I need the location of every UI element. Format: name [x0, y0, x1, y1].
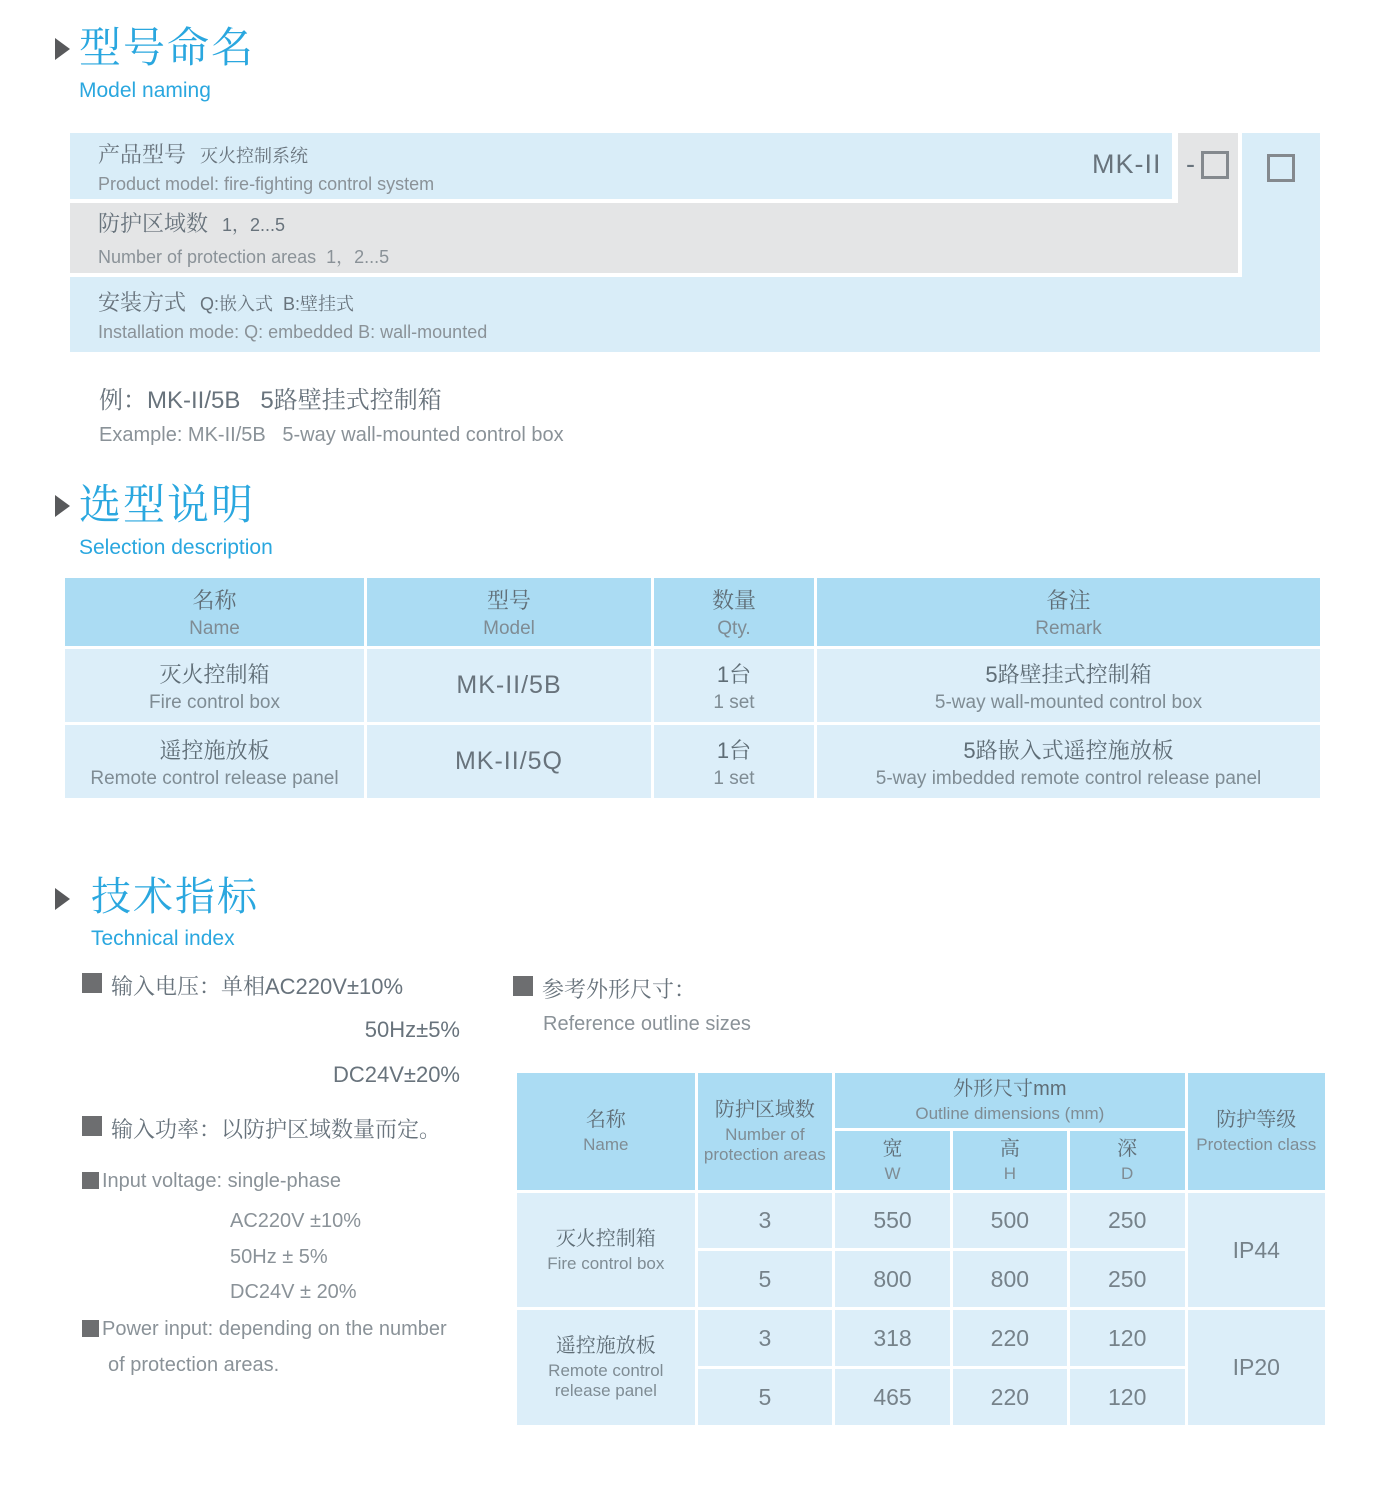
- spec-text: 50Hz ± 5%: [230, 1246, 328, 1268]
- example-en: Example: MK-II/5B 5-way wall-mounted control box: [99, 424, 564, 446]
- model-code-areas-slot: [1186, 149, 1229, 180]
- spec-text: 输入电压：单相AC220V±10%: [111, 974, 404, 999]
- dim-cell-d: [1070, 1369, 1185, 1425]
- cell-zh: 1台: [716, 661, 752, 687]
- header-en: H: [1003, 1164, 1016, 1184]
- cell-zh: 灭火控制箱: [555, 1227, 656, 1250]
- dim-cell-w: [835, 1193, 950, 1248]
- section-technical-header: [55, 877, 259, 951]
- header-en: Remark: [1035, 618, 1102, 639]
- header-en: Outline dimensions (mm): [915, 1104, 1105, 1124]
- cell-en: 5-way wall-mounted control box: [934, 691, 1203, 713]
- cell-value: 5: [758, 1383, 772, 1410]
- table-row-cell-qty: [654, 649, 814, 722]
- dim-cell-h: [953, 1369, 1067, 1425]
- spec-text: Power input: depending on the number: [102, 1318, 447, 1340]
- model-code-mode-slot: [1267, 154, 1295, 182]
- col-header-name: [65, 578, 364, 646]
- bullet-square-icon: [82, 1172, 99, 1189]
- section-title-en: Technical index: [91, 926, 235, 950]
- naming-row-areas: [70, 203, 1238, 273]
- spec-text: of protection areas.: [108, 1354, 280, 1376]
- cell-value: 800: [873, 1265, 912, 1292]
- cell-zh: 5路壁挂式控制箱: [985, 661, 1152, 687]
- section-title-block: [79, 24, 256, 103]
- spec-dc24v-en: [230, 1281, 357, 1304]
- cell-value: 3: [758, 1207, 772, 1233]
- spec-power-input-en2: [108, 1354, 279, 1377]
- section-model-naming-header: [55, 24, 256, 103]
- dim-cell-w: [835, 1310, 950, 1366]
- naming-row-product-model: [70, 133, 1172, 199]
- spec-dc24v-zh: DC24V±20%: [332, 1062, 460, 1087]
- cell-value: 318: [873, 1324, 912, 1351]
- header-en: Protection class: [1196, 1135, 1317, 1155]
- cell-value: 3: [758, 1324, 772, 1351]
- naming-row-zh: 产品型号: [98, 141, 187, 167]
- spec-text: AC220V ±10%: [230, 1210, 362, 1232]
- header-en: Model: [483, 618, 535, 639]
- outline-sizes-label-zh: [513, 973, 696, 1004]
- dim-cell-areas: [698, 1310, 832, 1366]
- cell-value: IP44: [1232, 1236, 1280, 1263]
- section-arrow-icon: [55, 888, 70, 910]
- section-title-block: [79, 877, 259, 951]
- col-header-model: [367, 578, 651, 646]
- dim-header-class: [1188, 1073, 1325, 1190]
- dim-cell-name: [517, 1310, 695, 1425]
- header-en: Name: [189, 618, 240, 639]
- spec-power-input-en: [82, 1318, 447, 1341]
- header-en: W: [884, 1164, 901, 1184]
- bullet-square-icon: [82, 1116, 102, 1136]
- section-title-en: Selection description: [79, 535, 273, 559]
- header-en: Number of protection areas: [703, 1125, 826, 1164]
- dim-cell-areas: [698, 1193, 832, 1248]
- section-title-zh: 技术指标: [91, 875, 259, 919]
- cell-en: Remote control release panel: [90, 767, 339, 789]
- header-en: D: [1121, 1164, 1134, 1184]
- bullet-square-icon: [82, 1320, 99, 1337]
- dim-cell-class: [1188, 1193, 1325, 1307]
- spec-text: Reference outline sizes: [543, 1013, 751, 1035]
- naming-row-en: Number of protection areas 1，2...5: [98, 247, 390, 267]
- bullet-square-icon: [513, 976, 533, 996]
- cell-zh: 灭火控制箱: [159, 661, 270, 687]
- cell-value: 5: [758, 1265, 772, 1292]
- naming-row-note: 1，2...5: [222, 215, 286, 235]
- section-title-en: Model naming: [79, 78, 211, 102]
- dim-cell-d: [1070, 1193, 1185, 1248]
- bullet-square-icon: [82, 973, 102, 993]
- section-title-zh: 选型说明: [79, 481, 256, 528]
- section-arrow-icon: [55, 495, 70, 517]
- outline-sizes-label-en: [543, 1013, 751, 1036]
- cell-value: 120: [1107, 1324, 1147, 1351]
- cell-value: 550: [873, 1207, 912, 1233]
- header-zh: 宽: [882, 1138, 903, 1161]
- cell-en: Remote control release panel: [548, 1361, 664, 1400]
- dim-header-outline: [835, 1073, 1185, 1128]
- cell-value: IP20: [1232, 1354, 1280, 1380]
- cell-model: MK-II/5B: [456, 671, 562, 699]
- naming-example: [99, 380, 564, 447]
- header-zh: 备注: [1046, 588, 1091, 613]
- table-row-cell-model: [367, 725, 651, 798]
- dim-header-name: [517, 1073, 695, 1190]
- dim-cell-class: [1188, 1310, 1325, 1425]
- placeholder-box-icon: [1267, 154, 1295, 182]
- cell-zh: 遥控施放板: [159, 737, 270, 763]
- header-zh: 名称: [192, 588, 237, 613]
- header-zh: 高: [999, 1138, 1020, 1161]
- spec-text: 输入功率：以防护区域数量而定。: [111, 1117, 442, 1142]
- spec-text: Input voltage: single-phase: [102, 1170, 342, 1192]
- placeholder-box-icon: [1201, 151, 1229, 179]
- model-code-prefix: MK-II: [1092, 149, 1162, 179]
- table-row-cell-qty: [654, 725, 814, 798]
- cell-en: 1 set: [713, 691, 755, 713]
- table-row-cell-remark: [817, 649, 1320, 722]
- header-zh: 名称: [585, 1109, 626, 1132]
- naming-row-zh: 安装方式: [98, 290, 187, 315]
- cell-value: 120: [1107, 1383, 1147, 1410]
- cell-value: 250: [1107, 1265, 1147, 1292]
- dim-cell-w: [835, 1369, 950, 1425]
- naming-row-installation: [70, 277, 1320, 352]
- section-title-block: [79, 481, 273, 560]
- table-row-cell-remark: [817, 725, 1320, 798]
- section-title-zh: 型号命名: [79, 24, 256, 71]
- cell-value: 465: [873, 1383, 912, 1410]
- naming-row-note: Q:嵌入式 B:壁挂式: [200, 294, 355, 314]
- cell-en: Fire control box: [547, 1253, 665, 1273]
- header-zh: 深: [1117, 1138, 1138, 1161]
- cell-value: 220: [990, 1324, 1030, 1351]
- cell-value: 220: [990, 1383, 1030, 1410]
- cell-zh: 1台: [716, 737, 752, 763]
- spec-ac220v-en: [230, 1210, 361, 1233]
- dim-cell-w: [835, 1251, 950, 1307]
- dim-header-areas: [698, 1073, 832, 1190]
- dim-cell-h: [953, 1310, 1067, 1366]
- dim-header-height: [953, 1131, 1067, 1190]
- dimensions-table: [517, 1073, 1325, 1425]
- header-en: Name: [583, 1135, 629, 1155]
- dim-cell-name: [517, 1193, 695, 1307]
- section-arrow-icon: [55, 38, 70, 60]
- naming-row-note: 灭火控制系统: [200, 145, 309, 166]
- cell-value: 500: [990, 1207, 1030, 1233]
- cell-value: 250: [1107, 1207, 1147, 1233]
- cell-zh: 遥控施放板: [555, 1335, 656, 1358]
- example-zh: 例：MK-II/5B 5路壁挂式控制箱: [99, 387, 442, 414]
- spec-50hz-zh: 50Hz±5%: [364, 1017, 460, 1042]
- naming-row-en: Installation mode: Q: embedded B: wall-mounted: [98, 322, 488, 342]
- header-zh: 防护等级: [1216, 1109, 1297, 1132]
- dim-cell-d: [1070, 1310, 1185, 1366]
- table-row-cell-model: [367, 649, 651, 722]
- model-code-dash: -: [1186, 149, 1195, 179]
- header-zh: 型号: [486, 588, 531, 613]
- header-zh: 防护区域数: [714, 1099, 815, 1122]
- spec-input-voltage-zh: [82, 970, 403, 1001]
- dim-cell-d: [1070, 1251, 1185, 1307]
- table-row-cell-name: [65, 649, 364, 722]
- naming-row-zh: 防护区域数: [98, 211, 209, 236]
- spec-input-voltage-en: [82, 1170, 341, 1193]
- model-naming-diagram: [70, 133, 1320, 352]
- dim-cell-areas: [698, 1369, 832, 1425]
- dim-cell-h: [953, 1193, 1067, 1248]
- cell-value: 800: [990, 1265, 1030, 1292]
- header-zh: 数量: [711, 588, 756, 613]
- spec-text: DC24V ± 20%: [230, 1281, 357, 1303]
- cell-en: 5-way imbedded remote control release panel: [875, 767, 1262, 789]
- spec-text: 参考外形尺寸：: [542, 977, 697, 1002]
- table-row-cell-name: [65, 725, 364, 798]
- col-header-qty: [654, 578, 814, 646]
- dim-cell-areas: [698, 1251, 832, 1307]
- header-zh: 外形尺寸mm: [953, 1078, 1067, 1101]
- dim-header-depth: [1070, 1131, 1185, 1190]
- cell-zh: 5路嵌入式遥控施放板: [963, 737, 1174, 763]
- section-selection-header: [55, 481, 273, 560]
- cell-en: 1 set: [713, 767, 755, 789]
- cell-en: Fire control box: [149, 691, 280, 713]
- spec-input-power-zh: [82, 1113, 441, 1144]
- col-header-remark: [817, 578, 1320, 646]
- header-en: Qty.: [717, 618, 751, 639]
- selection-table: [65, 578, 1320, 798]
- dim-cell-h: [953, 1251, 1067, 1307]
- cell-model: MK-II/5Q: [454, 747, 563, 775]
- dim-header-width: [835, 1131, 950, 1190]
- naming-row-en: Product model: fire-fighting control system: [98, 173, 435, 194]
- spec-50hz-en: [230, 1246, 328, 1269]
